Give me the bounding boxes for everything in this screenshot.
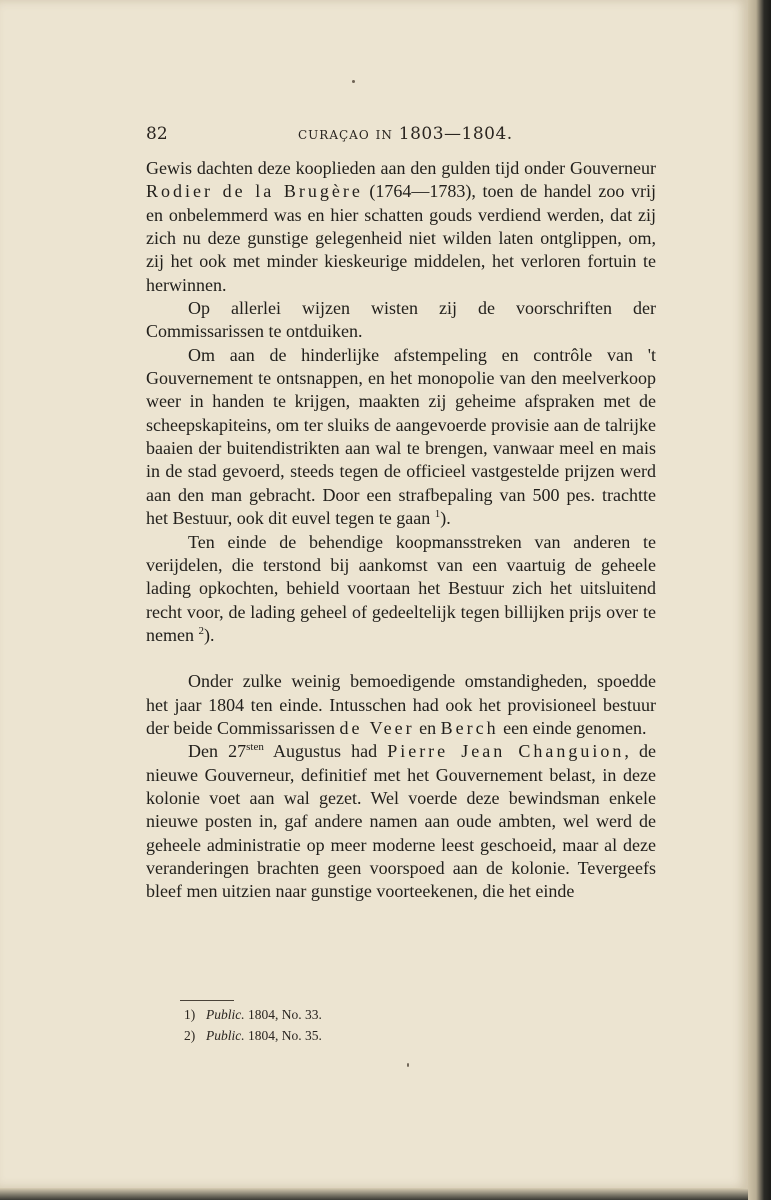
book-spine bbox=[748, 0, 771, 1200]
paragraph: Onder zulke weinig bemoedigende omstandigheden, spoedde het jaar 1804 ten einde. Intusschen had ook het provisioneel bestuur der beide Commissarissen de Veer en Berch een einde genomen. bbox=[146, 671, 656, 738]
body-text bbox=[146, 157, 656, 904]
footnote: 1) Public. 1804, No. 33. bbox=[184, 1007, 322, 1022]
footnote-ref: 2 bbox=[198, 624, 204, 637]
footnote-ref: 1 bbox=[434, 508, 441, 521]
footnotes bbox=[184, 1004, 484, 1046]
footnote-rule bbox=[180, 1000, 234, 1001]
ink-speck bbox=[407, 1063, 409, 1067]
page-bottom-edge bbox=[0, 1188, 748, 1200]
person-name: Pierre Jean Changuion bbox=[387, 741, 625, 762]
paragraph: Om aan de hinderlijke afstempeling en contrôle van 't Gouvernement te ontsnappen, en het monopolie van den meelverkoop weer in handen te krijgen, maakten zij geheime afspraken met de scheepskapiteins, om ter sluiks de aangevoerde provisie aan de talrijke baaien der buitendistrikten aan wal te brengen, vanwaar meel en mais in de stad gevoerd, steeds tegen de officieel vastgestelde prijzen werd aan den man gebracht. Door een strafbepaling van 500 pes. trachtte het Bestuur, ook dit euvel tegen te gaan $^1$). bbox=[146, 344, 656, 529]
page-number: 82 bbox=[146, 124, 168, 144]
paragraph: Gewis dachten deze kooplieden aan den gulden tijd onder Gouverneur Rodier de la Brugère (1764—1783), toen de handel zoo vrij en onbelemmerd was en hier schatten gouds verdiend werden, dat zij zich nu deze gunstige gelegenheid niet wilden laten ontglippen, om, zij het ook met minder kieskeurige middelen, het verloren fortuin te herwinnen. bbox=[146, 158, 656, 295]
person-name: Berch bbox=[440, 717, 499, 738]
paragraph: Op allerlei wijzen wisten zij de voorschriften der Commissarissen te ontduiken. bbox=[146, 298, 656, 342]
ink-speck bbox=[352, 80, 355, 83]
person-name: de Veer bbox=[339, 717, 415, 738]
person-name: Rodier de la Brugère bbox=[146, 181, 363, 202]
footnote: 2) Public. 1804, No. 35. bbox=[184, 1028, 322, 1043]
section-break bbox=[146, 647, 656, 670]
paragraph: Ten einde de behendige koopmansstreken van anderen te verijdelen, die terstond bij aankomst van een vaartuig de geheele lading opkochten, behield voortaan het Bestuur zich het uitsluitend recht voor, de lading geheel of gedeeltelijk tegen billijken prijs over te nemen $^2$). bbox=[146, 531, 656, 645]
paragraph: Den $27^{sten}$ Augustus had Pierre Jean Changuion, de nieuwe Gouverneur, definitief met het Gouvernement belast, in deze kolonie voet aan wal gezet. Wel voerde deze bewindsman enkele nieuwe posten in, gaf andere namen aan oude ambten, wel werd de geheele administratie op meer moderne leest geschoeid, maar al deze veranderingen brachten geen voorspoed aan de kolonie. Tevergeefs bleef men uitzien naar gunstige voorteekenen, die het einde bbox=[146, 741, 656, 902]
running-title: CURAÇAO IN 1803—1804. bbox=[298, 124, 513, 144]
running-header bbox=[146, 124, 656, 150]
